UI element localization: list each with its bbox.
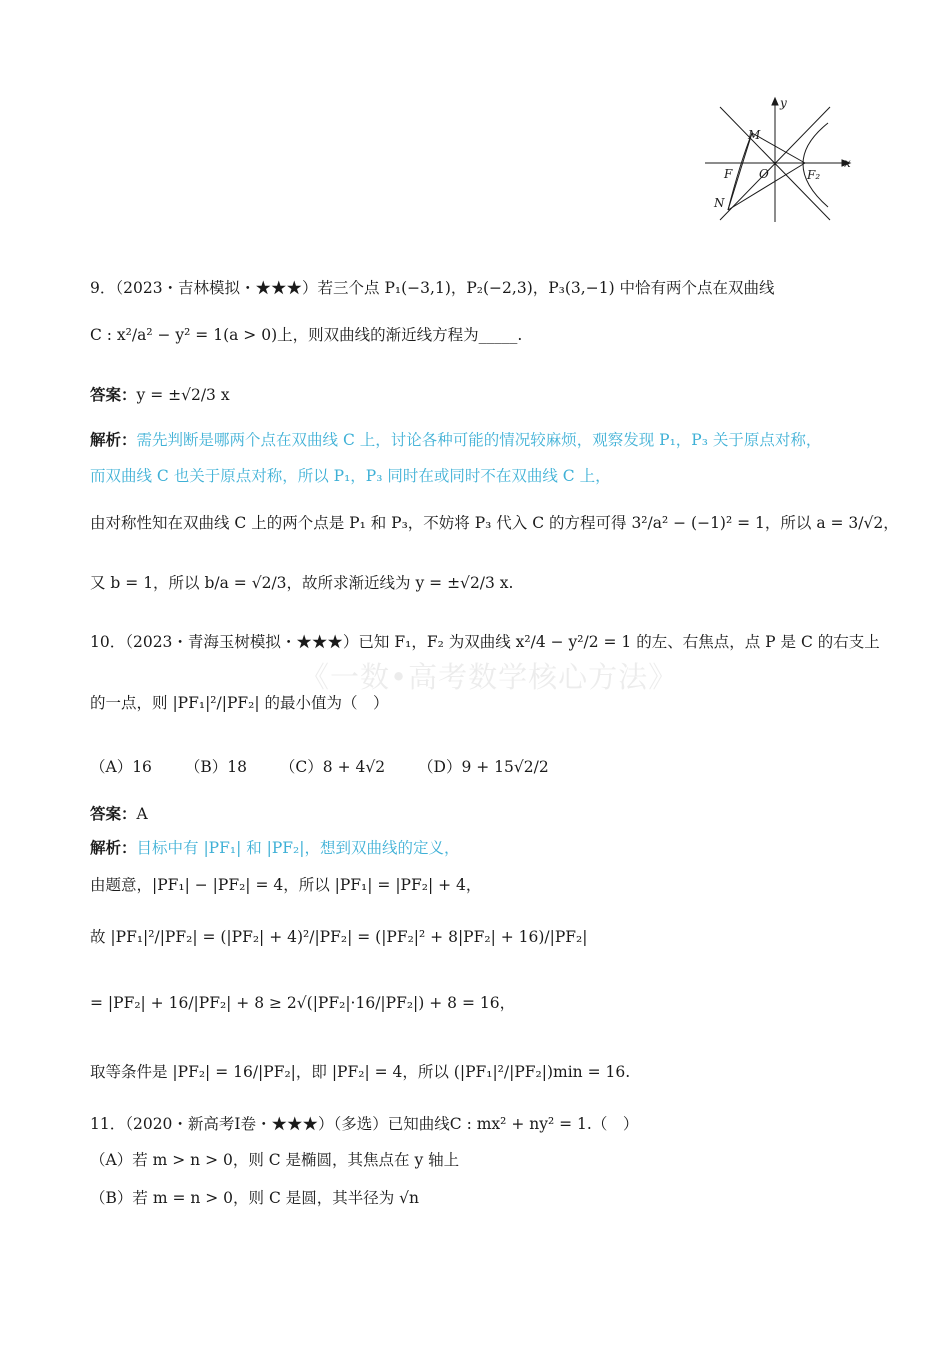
analysis-label: 解析： bbox=[90, 430, 137, 449]
q10-options bbox=[90, 758, 549, 777]
label-F2: F₂ bbox=[807, 168, 821, 182]
q10-option-d: （D）9 + 15√2/2 bbox=[418, 758, 549, 776]
q10-option-b: （B）18 bbox=[184, 758, 247, 776]
q11-curve-formula: C : mx² + ny² = 1. bbox=[449, 1115, 592, 1133]
label-M: M bbox=[748, 128, 761, 142]
q10-line1-tail: 的左、右焦点，点 P 是 C 的右支上 bbox=[636, 633, 880, 651]
q10-answer-value: A bbox=[136, 805, 148, 823]
label-y: y bbox=[780, 96, 787, 110]
label-F: F bbox=[724, 167, 733, 181]
q9-sol1-text: 由对称性知在双曲线 C 上的两个点是 P₁ 和 P₃，不妨将 P₃ 代入 C 的方程可得 bbox=[90, 514, 627, 532]
q11-line1-text: 11．（2020・新高考Ⅰ卷・★★★）（多选）已知曲线 bbox=[90, 1115, 450, 1133]
q10-line2-tail: 的最小值为（ ） bbox=[264, 694, 389, 712]
q11-line1-tail: （ ） bbox=[591, 1115, 639, 1133]
q9-solution-2 bbox=[90, 574, 513, 593]
q9-solution-1 bbox=[90, 514, 899, 533]
q10-line1 bbox=[90, 633, 880, 652]
q10-hyperbola-formula: x²/4 − y²/2 = 1 bbox=[515, 633, 632, 651]
q9-sol2-formula: b/a = √2/3，故所求渐近线为 y = ±√2/3 x. bbox=[204, 574, 514, 592]
y-axis-arrow bbox=[772, 98, 778, 105]
q10-step-3: = |PF₂| + 16/|PF₂| + 8 ≥ 2√(|PF₂|·16/|PF₂|) + 8 = 16， bbox=[90, 994, 516, 1012]
q10-analysis-text: 目标中有 |PF₁| 和 |PF₂|，想到双曲线的定义， bbox=[136, 839, 460, 857]
q9-curve-formula: C : x²/a² − y² = 1(a > 0) bbox=[90, 326, 278, 344]
q11-line1 bbox=[90, 1115, 638, 1134]
q10-answer bbox=[90, 804, 148, 824]
q10-line1-text: 10．（2023・青海玉树模拟・★★★）已知 F₁，F₂ 为双曲线 bbox=[90, 633, 511, 651]
q10-option-a: （A）16 bbox=[90, 758, 152, 776]
q9-analysis-2: 而双曲线 C 也关于原点对称，所以 P₁，P₃ 同时在或同时不在双曲线 C 上， bbox=[90, 467, 611, 485]
label-x: x bbox=[844, 156, 851, 170]
q9-analysis-text-1: 需先判断是哪两个点在双曲线 C 上，讨论各种可能的情况较麻烦，观察发现 P₁，P₃ 关于原点对称， bbox=[136, 431, 822, 449]
q9-analysis-1 bbox=[90, 430, 821, 450]
right-branch bbox=[803, 123, 828, 207]
q10-step-4: 取等条件是 |PF₂| = 16/|PF₂|，即 |PF₂| = 4，所以 (|PF₁|²/|PF₂|)min = 16. bbox=[90, 1063, 631, 1081]
answer-label: 答案： bbox=[90, 385, 137, 404]
label-O: O bbox=[759, 167, 769, 181]
q9-answer-value: y = ±√2/3 x bbox=[136, 386, 230, 404]
q9-sol2-text: 又 b = 1，所以 bbox=[90, 574, 200, 592]
q10-line2 bbox=[90, 694, 389, 713]
q10-line2-text: 的一点，则 bbox=[90, 694, 168, 712]
analysis-label: 解析： bbox=[90, 838, 137, 857]
q10-option-c: （C）8 + 4√2 bbox=[279, 758, 386, 776]
q10-target-formula: |PF₁|²/|PF₂| bbox=[172, 694, 260, 712]
q9-line2-text: 上，则双曲线的渐近线方程为_____. bbox=[277, 326, 523, 344]
q9-answer bbox=[90, 385, 230, 405]
label-N: N bbox=[714, 196, 725, 210]
q10-step-2: 故 |PF₁|²/|PF₂| = (|PF₂| + 4)²/|PF₂| = (|PF₂|² + 8|PF₂| + 16)/|PF₂| bbox=[90, 928, 588, 946]
q9-line1: 9．（2023・吉林模拟・★★★）若三个点 P₁(−3,1)，P₂(−2,3)，P₃(3,−1) 中恰有两个点在双曲线 bbox=[90, 279, 775, 297]
hyperbola-diagram bbox=[700, 95, 860, 230]
answer-label: 答案： bbox=[90, 804, 137, 823]
q11-option-a: （A）若 m > n > 0，则 C 是椭圆，其焦点在 y 轴上 bbox=[90, 1151, 460, 1169]
q10-step-1: 由题意，|PF₁| − |PF₂| = 4，所以 |PF₁| = |PF₂| + 4， bbox=[90, 876, 482, 894]
watermark: 《一数•高考数学核心方法》 bbox=[300, 660, 679, 694]
q11-option-b: （B）若 m = n > 0，则 C 是圆，其半径为 √n bbox=[90, 1189, 420, 1207]
q9-line2 bbox=[90, 326, 522, 345]
q9-sol1-formula: 3²/a² − (−1)² = 1，所以 a = 3/√2， bbox=[631, 514, 899, 532]
q10-analysis bbox=[90, 838, 459, 858]
